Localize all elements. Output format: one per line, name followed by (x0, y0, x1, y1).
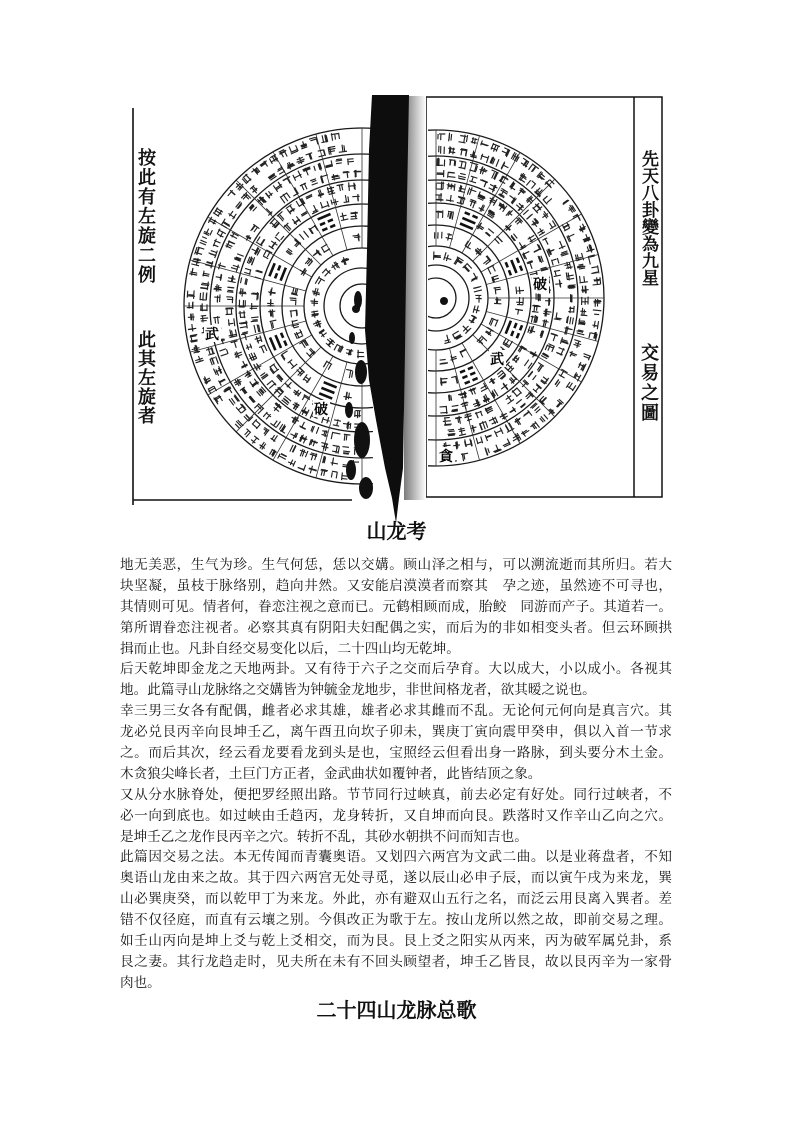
ring-label: 破 (314, 402, 328, 418)
binding-speckle (359, 477, 373, 499)
ring-glyph-texture (187, 133, 358, 479)
text-line: 错不仅径庭，而直有云壤之别。今俱改正为歌于左。按山龙所以然之故，即前交易之理。 (120, 912, 672, 929)
text-line: 龙必兑艮丙辛向艮坤壬乙，离午酉丑向坎子卯未，巽庚丁寅向震甲癸申，俱以入首一节求 (120, 724, 672, 741)
trigram-symbol (506, 258, 522, 276)
left-page-caption-bottom: 此其左旋者 (135, 330, 156, 425)
next-section-title: 二十四山龙脉总歌 (316, 998, 477, 1022)
text-line: 块坚凝，虽枝于脉络别，趋向井然。又安能启漠漠者而察其 孕之迹，虽然迹不可寻也， (120, 577, 672, 594)
text-line: 之。而后其次，经云看龙要看龙到头是也，宝照经云但看出身一路脉，到头要分木土金。 (120, 745, 672, 762)
trigram-symbol (319, 382, 336, 398)
trigram-symbol (269, 263, 285, 280)
section-body (120, 555, 672, 994)
right-page-caption-bottom: 交易之圖 (638, 343, 659, 423)
binding-speckle (345, 402, 353, 418)
text-line: 奥语山龙由来之故。其于四六两宫无处寻觅，遂以辰山必申子辰，而以寅午戌为来龙，巽 (120, 870, 672, 887)
binding-speckle (349, 332, 355, 344)
ring-label: 武 (205, 327, 219, 343)
paragraph (120, 555, 672, 659)
right-page (426, 97, 662, 497)
right-page-border (426, 97, 662, 497)
text-line: 后天乾坤即金龙之天地两卦。又有待于六子之交而后孕育。大以成大，小以成小。各视其 (120, 661, 672, 678)
text-line: 此篇因交易之法。本无传闻而青囊奥语。又划四六两宫为文武二曲。以是业蒋盘者，不知 (120, 849, 672, 866)
binding-speckle (355, 360, 367, 384)
text-line: 又从分水脉脊处，便把罗经照出路。节节同行过峡真，前去必定有好处。同行过峡者，不 (120, 786, 672, 803)
diagram-center-dot (440, 297, 448, 305)
binding-black-band (365, 95, 409, 523)
left-page-caption-top: 按此有左旋二例 (135, 148, 156, 285)
text-line: 地。此篇寻山龙脉络之交媾皆为钟毓金龙地步，非世间格龙者，欲其暧之说也。 (120, 682, 596, 699)
trigram-symbol (270, 333, 287, 351)
binding-speckle (354, 422, 370, 458)
paragraph (120, 847, 672, 993)
binding-speckle (354, 291, 362, 309)
binding-speckle (346, 460, 356, 480)
trigram-symbol (318, 214, 336, 231)
text-line: 其情则可见。情者何，眷恋注视之意而已。元鹤相顾而成，胎鲛 同游而产子。其道若一。 (120, 598, 672, 615)
section-title: 山龙考 (366, 519, 427, 543)
paragraph (120, 785, 672, 848)
text-line: 山必巽庚癸，而以乾甲丁为来龙。外此，亦有避双山五行之名，而泛云用艮离入巽者。差 (120, 891, 672, 908)
text-line: 如壬山丙向是坤上爻与乾上爻相交，而为艮。艮上爻之阳实从丙来，丙为破军属兑卦，系 (120, 933, 672, 950)
text-line: 是坤壬乙之龙作艮丙辛之穴。转折不乱，其砂水朝拱不问而知吉也。 (120, 828, 528, 845)
ring-label: 破 (533, 277, 547, 293)
text-line: 地无美恶，生气为珍。生气何恁，恁以交媾。顾山泽之相与，可以溯流逝而其所归。若大 (120, 557, 672, 573)
trigram-symbol (460, 367, 478, 384)
text-line: 幸三男三女各有配偶，雌者必求其雄，雄者必求其雌而不乱。无论何元何向是真言穴。其 (120, 703, 672, 720)
text-line: 艮之妻。其行龙趋走时，见夫所在未有不回头顾望者，坤壬乙皆艮，故以艮丙辛为一家骨 (120, 953, 672, 970)
right-page-caption-top: 先天八卦變為九星 (638, 150, 658, 286)
text-line: 必一向到底也。如过峡由壬趋丙，龙身转折，又自坤而向艮。跌落时又作辛山乙向之穴。 (120, 807, 672, 824)
text-line: 第所谓眷恋注视者。必察其真有阴阳夫妇配偶之实，而后为的非如相变头者。但云环顾拱 (120, 619, 672, 636)
ring-label: 武 (490, 352, 504, 368)
paragraph (120, 701, 672, 785)
ring-label: 貪 (439, 449, 453, 465)
text-line: 肉也。 (120, 974, 161, 991)
paragraph (120, 659, 672, 701)
scanned-book-spread (0, 0, 793, 530)
trigram-symbol (460, 212, 478, 229)
trigram-symbol (506, 321, 522, 339)
text-line: 木贪狼尖峰长者，土巨门方正者，金武曲状如覆钟者，此皆结顶之象。 (120, 765, 542, 782)
text-line: 揖而止也。凡卦自经交易变化以后，二十四山均无乾坤。 (120, 640, 460, 657)
